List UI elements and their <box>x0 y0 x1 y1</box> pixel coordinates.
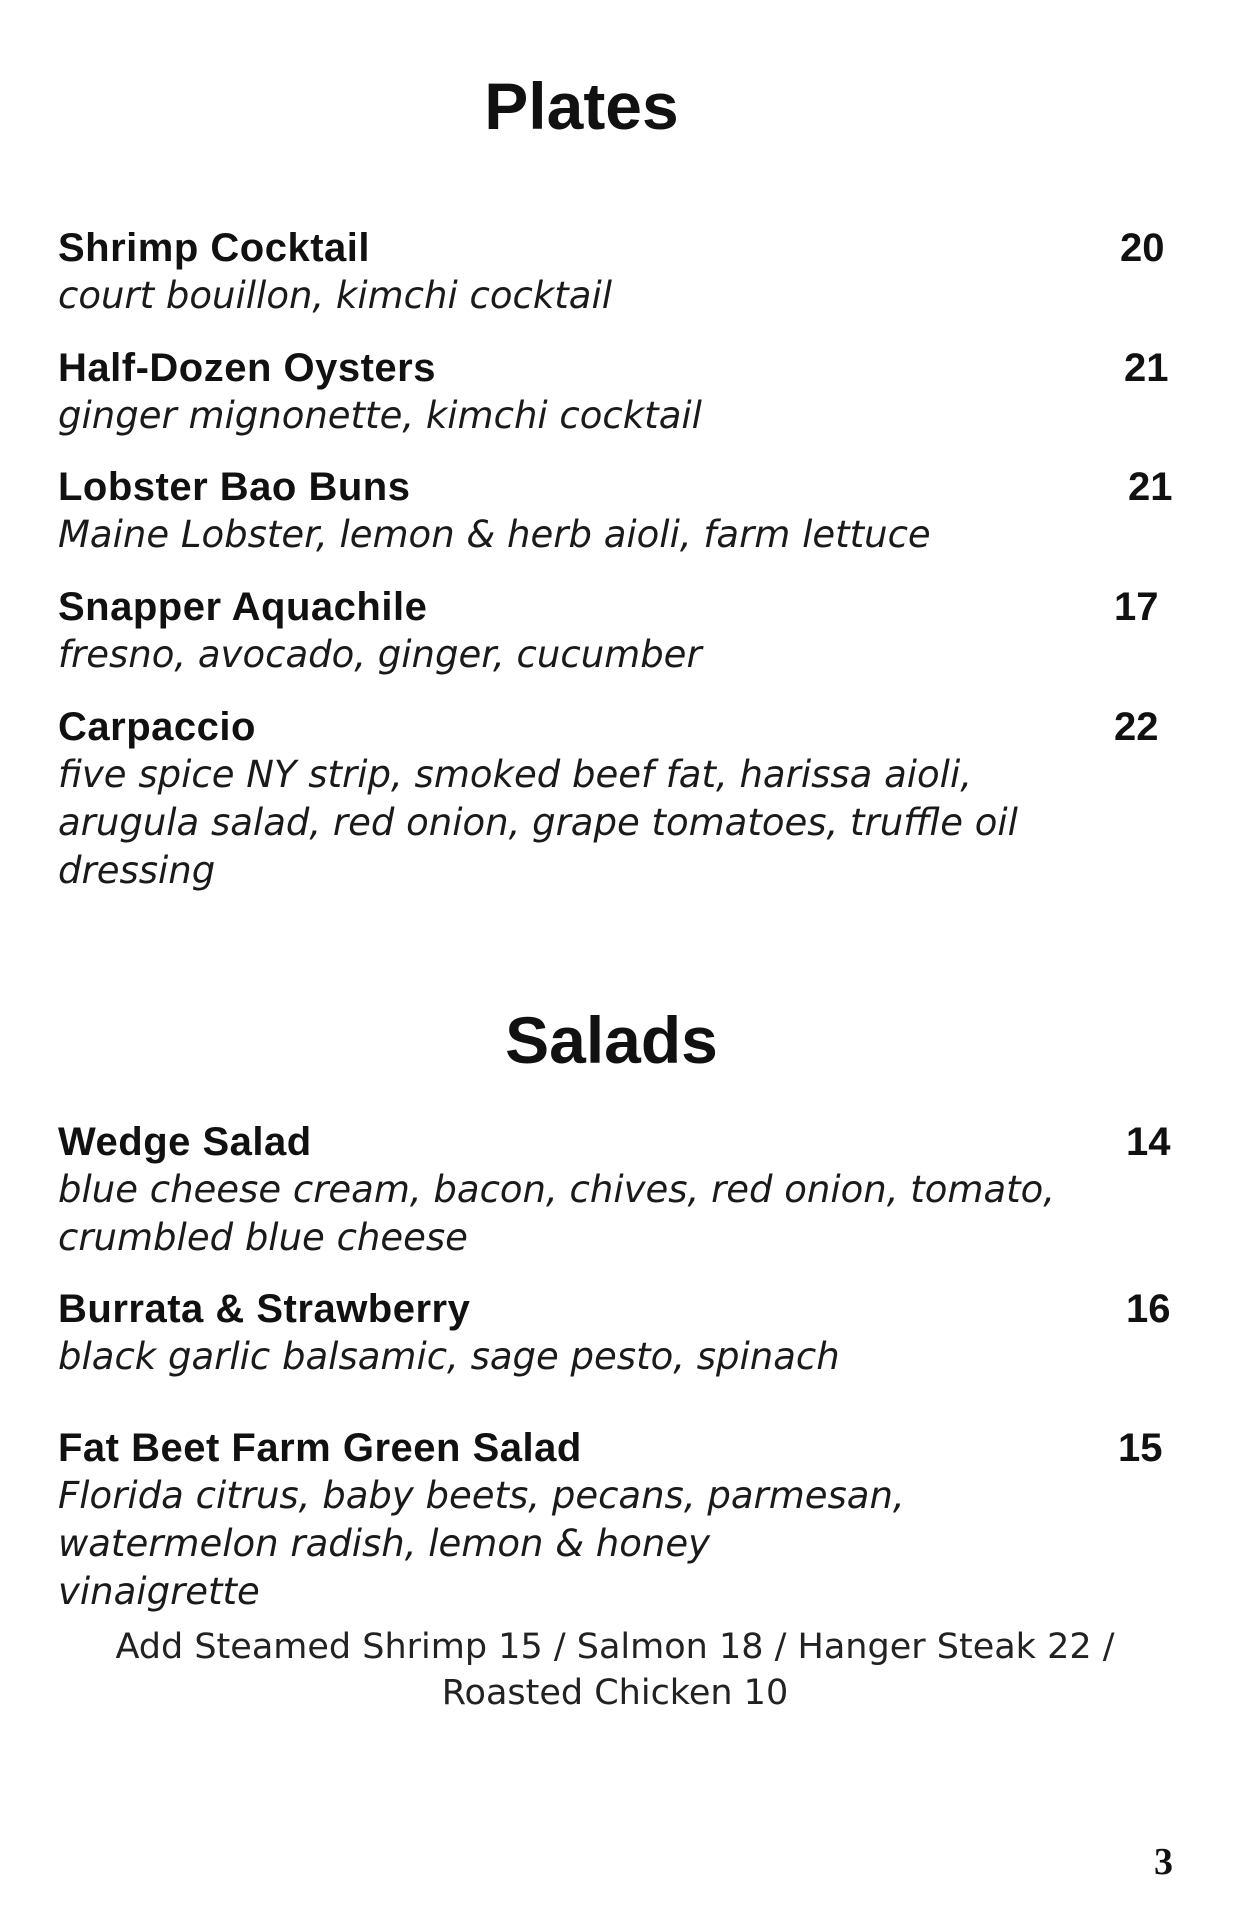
item-price: 20 <box>1120 226 1165 270</box>
item-name: Shrimp Cocktail <box>58 226 371 270</box>
salad-addons-note: Add Steamed Shrimp 15 / Salmon 18 / Hanger Steak 22 / Roasted Chicken 10 <box>115 1627 1115 1713</box>
item-description: black garlic balsamic, sage pesto, spinach <box>58 1335 840 1378</box>
item-description: fresno, avocado, ginger, cucumber <box>58 633 702 676</box>
item-description: five spice NY strip, smoked beef fat, harissa aioli, arugula salad, red onion, grape tomatoes, truffle oil dressing <box>58 753 1018 892</box>
menu-item-lobster-bao-buns <box>58 463 1178 559</box>
page-number: 3 <box>1154 1841 1173 1883</box>
item-name: Wedge Salad <box>58 1120 312 1164</box>
item-price: 16 <box>1126 1287 1171 1331</box>
item-description: blue cheese cream, bacon, chives, red onion, tomato, crumbled blue cheese <box>58 1168 1056 1259</box>
salads-heading: Salads <box>505 1003 718 1077</box>
item-price: 22 <box>1114 705 1159 749</box>
item-description: court bouillon, kimchi cocktail <box>58 274 613 317</box>
menu-item-fat-beet-farm-green-salad <box>58 1424 1178 1616</box>
item-price: 14 <box>1126 1120 1171 1164</box>
plates-heading: Plates <box>484 69 679 143</box>
item-price: 21 <box>1124 346 1169 390</box>
menu-item-carpaccio <box>58 703 1178 895</box>
item-price: 17 <box>1114 585 1159 629</box>
menu-item-burrata-strawberry <box>58 1285 1178 1381</box>
item-price: 21 <box>1128 465 1173 509</box>
menu-item-snapper-aquachile <box>58 583 1178 679</box>
item-description: Maine Lobster, lemon & herb aioli, farm lettuce <box>58 513 931 556</box>
item-name: Lobster Bao Buns <box>58 465 411 509</box>
menu-item-shrimp-cocktail <box>58 224 1178 320</box>
item-name: Snapper Aquachile <box>58 585 428 629</box>
menu-item-half-dozen-oysters <box>58 344 1178 440</box>
item-name: Half-Dozen Oysters <box>58 346 436 390</box>
menu-item-wedge-salad <box>58 1118 1178 1262</box>
item-price: 15 <box>1118 1426 1163 1470</box>
item-name: Carpaccio <box>58 705 256 749</box>
item-description: ginger mignonette, kimchi cocktail <box>58 394 702 437</box>
item-name: Fat Beet Farm Green Salad <box>58 1426 582 1470</box>
item-description: Florida citrus, baby beets, pecans, parmesan, watermelon radish, lemon & honey vinaigrette <box>58 1474 905 1613</box>
item-name: Burrata & Strawberry <box>58 1287 471 1331</box>
